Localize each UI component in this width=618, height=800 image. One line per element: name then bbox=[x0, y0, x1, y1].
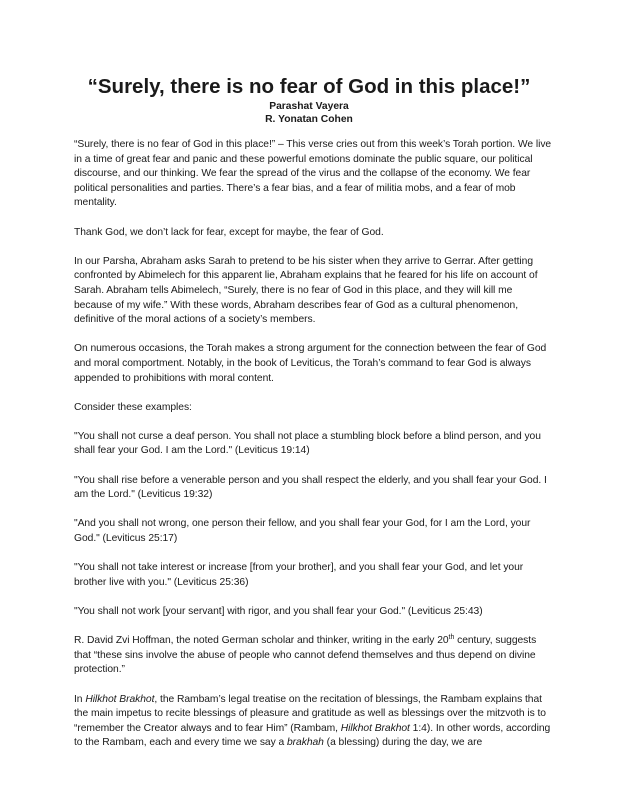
hoffman-text-b: century, suggests that “these sins involve the abuse of people who cannot defend themselves and thus depend on divine protection.” bbox=[74, 635, 537, 676]
paragraph-abraham: In our Parsha, Abraham asks Sarah to pretend to be his sister when they arrive to Gerrar. After getting confronted by Abimelech for this apparent lie, Abraham explains that he feared for his life on account of Sarah. Abraham tells Abimelech, “Surely, there is no fear of God in this place, and they will kill me because of my wife.” With these words, Abraham describes fear of God as a cultural phenomenon, definitive of the moral actions of a society’s members. bbox=[74, 255, 538, 326]
quote-leviticus-25-17: "And you shall not wrong, one person their fellow, and you shall fear your God, for I am the Lord, your God." (Leviticus 25:17) bbox=[74, 518, 531, 545]
document-title: “Surely, there is no fear of God in this place!” bbox=[87, 75, 531, 98]
term-brakhah: brakhah bbox=[287, 737, 324, 749]
book-title-hilkhot-brakhot: Hilkhot Brakhot bbox=[85, 693, 155, 705]
rambam-text-b: , the Rambam’s legal treatise on the recitation of blessings, the Rambam explains that the main impetus to recite blessings of pleasure and gratitude as well as blessings over the mitzvoth is to “remember the Creator always and to fear Him” (Rambam, bbox=[74, 693, 546, 734]
rambam-text-d: (a blessing) during the day, we are bbox=[323, 737, 483, 749]
paragraph-thank-god: Thank God, we don’t lack for fear, except for maybe, the fear of God. bbox=[74, 226, 384, 238]
rambam-text-c: 1:4). In other words, according to the Rambam, each and every time we say a bbox=[74, 722, 551, 749]
quote-leviticus-25-43: "You shall not work [your servant] with rigor, and you shall fear your God." (Leviticus 25:43) bbox=[74, 606, 483, 617]
parasha-subtitle: Parashat Vayera bbox=[269, 101, 349, 112]
quote-leviticus-19-32: "You shall rise before a venerable person and you shall respect the elderly, and you shall fear your God. I am the Lord." (Leviticus 19:32) bbox=[74, 474, 547, 501]
rambam-text-a: In bbox=[74, 693, 86, 705]
paragraph-hoffman bbox=[74, 634, 552, 678]
author-name: R. Yonatan Cohen bbox=[265, 114, 353, 125]
paragraph-rambam bbox=[74, 693, 552, 751]
paragraph-leviticus: On numerous occasions, the Torah makes a strong argument for the connection between the fear of God and moral comportment. Notably, in the book of Leviticus, the Torah’s command to fear God is always appended to prohibitions with moral content. bbox=[74, 343, 547, 384]
quote-leviticus-25-36: "You shall not take interest or increase [from your brother], and you shall fear your God, and let your brother live with you." (Leviticus 25:36) bbox=[74, 562, 524, 588]
hoffman-text-a: R. David Zvi Hoffman, the noted German scholar and thinker, writing in the early 20 bbox=[74, 635, 449, 647]
quote-leviticus-19-14: "You shall not curse a deaf person. You shall not place a stumbling block before a blind person, and you shall fear your God. I am the Lord." (Leviticus 19:14) bbox=[74, 430, 541, 457]
paragraph-intro: “Surely, there is no fear of God in this place!” – This verse cries out from this week’s Torah portion. We live in a time of great fear and panic and these powerful emotions dominate the public square, our political discourse, and our thinking. We fear the spread of the virus and the collapse of the economy. We fear political personalities and parties. There’s a fear bias, and a fear of militia mobs, and a fear of mob mentality. bbox=[74, 139, 552, 209]
document-body bbox=[74, 138, 552, 766]
ordinal-suffix: th bbox=[448, 634, 455, 642]
citation-hilkhot-brakhot: Hilkhot Brakhot bbox=[340, 722, 410, 734]
paragraph-examples-intro: Consider these examples: bbox=[74, 401, 192, 413]
